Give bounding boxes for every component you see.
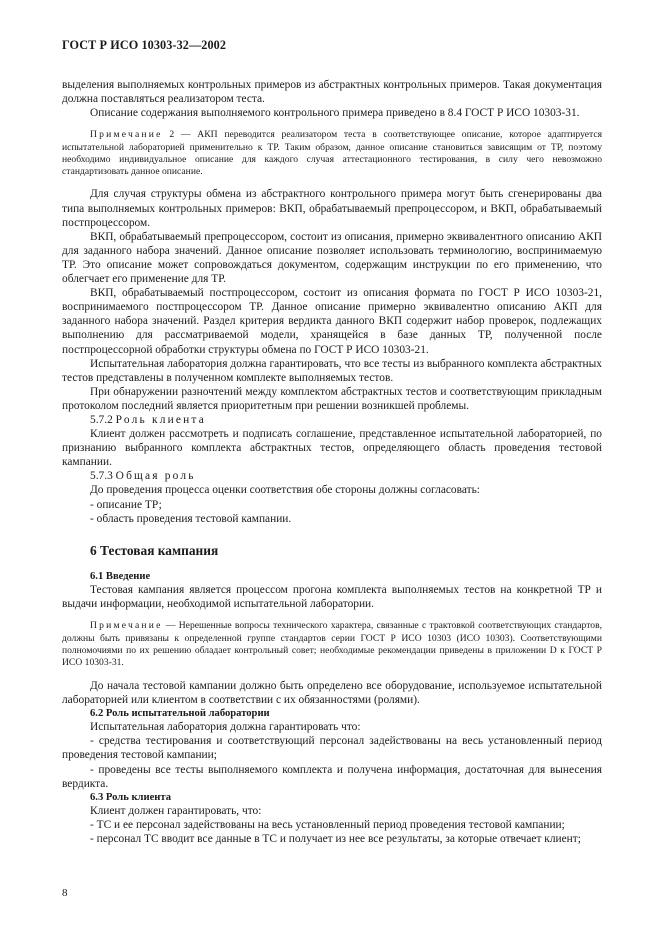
list-item: - ТС и ее персонал задействованы на весь установленный период проведения тестовой кампании; — [90, 819, 565, 832]
list-item: - описание ТР; — [90, 498, 162, 511]
paragraph: ВКП, обрабатываемый постпроцессором, состоит из описания формата по ГОСТ Р ИСО 10303-21, воспринимаемого постпроцессором ТР. Данное описание примерно эквивалентно описанию АКП для заданного набора значений. Раздел критерия вердикта данного ВКП содержит набор проверок, подлежащих выполнению для рассматриваемой модели, хранящейся в базе данных ТР, полученной после постпроцессорной обработки структуры обмена по ГОСТ Р ИСО 10303-21. — [62, 287, 602, 356]
paragraph: ВКП, обрабатываемый препроцессором, состоит из описания, примерно эквивалентного описанию АКП для заданного набора значений. Данное описание позволяет использовать терминологию, воспринимаемую ТР. Это описание может сопровождаться документом, содержащим инструкции по его применению, что облегчает его применение для ТР. — [62, 230, 602, 286]
section-heading-6-1: 6.1 Введение — [90, 570, 151, 582]
list-item: - персонал ТС вводит все данные в ТС и получает из нее все результаты, за которые отвечает клиент; — [90, 833, 581, 846]
note-text: 2 — АКП переводится реализатором теста в соответствующее описание, которое адаптируется испытательной лабораторией применительно к ТР. Таким образом, данное описание становиться зависящим от ТР, поэтому необходимо индивидуальное описание для каждого случая аттестационного тестирования, в силу чего невозможно стандартизовать данное описание. — [62, 129, 602, 178]
paragraph: Испытательная лаборатория должна гарантировать что: — [90, 721, 361, 734]
note-2 — [62, 129, 602, 178]
list-item: - проведены все тесты выполняемого комплекта и получена информация, достаточная для вынесения вердикта. — [62, 763, 602, 790]
paragraph: Клиент должен гарантировать, что: — [90, 805, 262, 818]
section-heading-6-2: 6.2 Роль испытательной лаборатории — [90, 707, 270, 719]
paragraph: Описание содержания выполняемого контрольного примера приведено в 8.4 ГОСТ Р ИСО 10303-31. — [90, 107, 580, 120]
note-label: Примечание — [90, 620, 163, 632]
paragraph: выделения выполняемых контрольных примеров из абстрактных контрольных примеров. Такая документация должна поставляться реализатором теста. — [62, 79, 602, 106]
subsection-5-7-2 — [62, 413, 602, 427]
subsection-title: Общая роль — [115, 470, 196, 483]
paragraph: Для случая структуры обмена из абстрактного контрольного примера могут быть сгенерированы два типа выполняемых контрольных примеров: ВКП, обрабатываемый препроцессором, и ВКП, обрабатываемый постпроцессором. — [62, 188, 602, 229]
paragraph: Испытательная лаборатория должна гарантировать, что все тесты из выбранного комплекта абстрактных тестов представлены в полученном комплекте выполняемых тестов. — [62, 357, 602, 384]
section-heading-6: 6 Тестовая кампания — [90, 542, 219, 558]
paragraph: Тестовая кампания является процессом прогона комплекта выполняемых тестов на конкретной ТР и выдачи информации, необходимой испытательной лаборатории. — [62, 584, 602, 611]
note-label: Примечание — [90, 129, 163, 141]
subsection-number: 5.7.3 — [90, 470, 116, 483]
subsection-title: Роль клиента — [115, 413, 207, 426]
list-item: - средства тестирования и соответствующий персонал задействованы на весь установленный период проведения тестовой кампании; — [62, 735, 602, 762]
document-header: ГОСТ Р ИСО 10303-32—2002 — [62, 38, 227, 52]
document-page — [62, 38, 602, 918]
section-heading-6-3: 6.3 Роль клиента — [90, 791, 172, 803]
note-text: — Нерешенные вопросы технического характера, связанные с трактовкой соответствующих стандартов, должны быть привязаны к определенной группе стандартов серии ГОСТ Р ИСО 10303 (ИСО 10303). Соответствующими полномочиями по их решению обладает контрольный совет; необходимые рекомендации приведены в приложении D к ГОСТ Р ИСО 10303-31. — [62, 620, 602, 669]
paragraph: При обнаружении разночтений между комплектом абстрактных тестов и соответствующим прикладным протоколом последний является приоритетным при решении возникшей проблемы. — [62, 385, 602, 412]
subsection-number: 5.7.2 — [90, 413, 116, 426]
paragraph: До проведения процесса оценки соответствия обе стороны должны согласовать: — [90, 484, 480, 497]
note — [62, 620, 602, 669]
subsection-5-7-3 — [62, 469, 602, 483]
paragraph: Клиент должен рассмотреть и подписать соглашение, представленное испытательной лабораторией, по признанию выбранного комплекта абстрактных тестов, определяющего область проведения тестовой кампании. — [62, 428, 602, 469]
list-item: - область проведения тестовой кампании. — [90, 512, 292, 525]
paragraph: До начала тестовой кампании должно быть определено все оборудование, используемое испытательной лабораторией или клиентом в соответствии с их обязанностями (ролями). — [62, 679, 602, 706]
page-number: 8 — [62, 887, 68, 899]
